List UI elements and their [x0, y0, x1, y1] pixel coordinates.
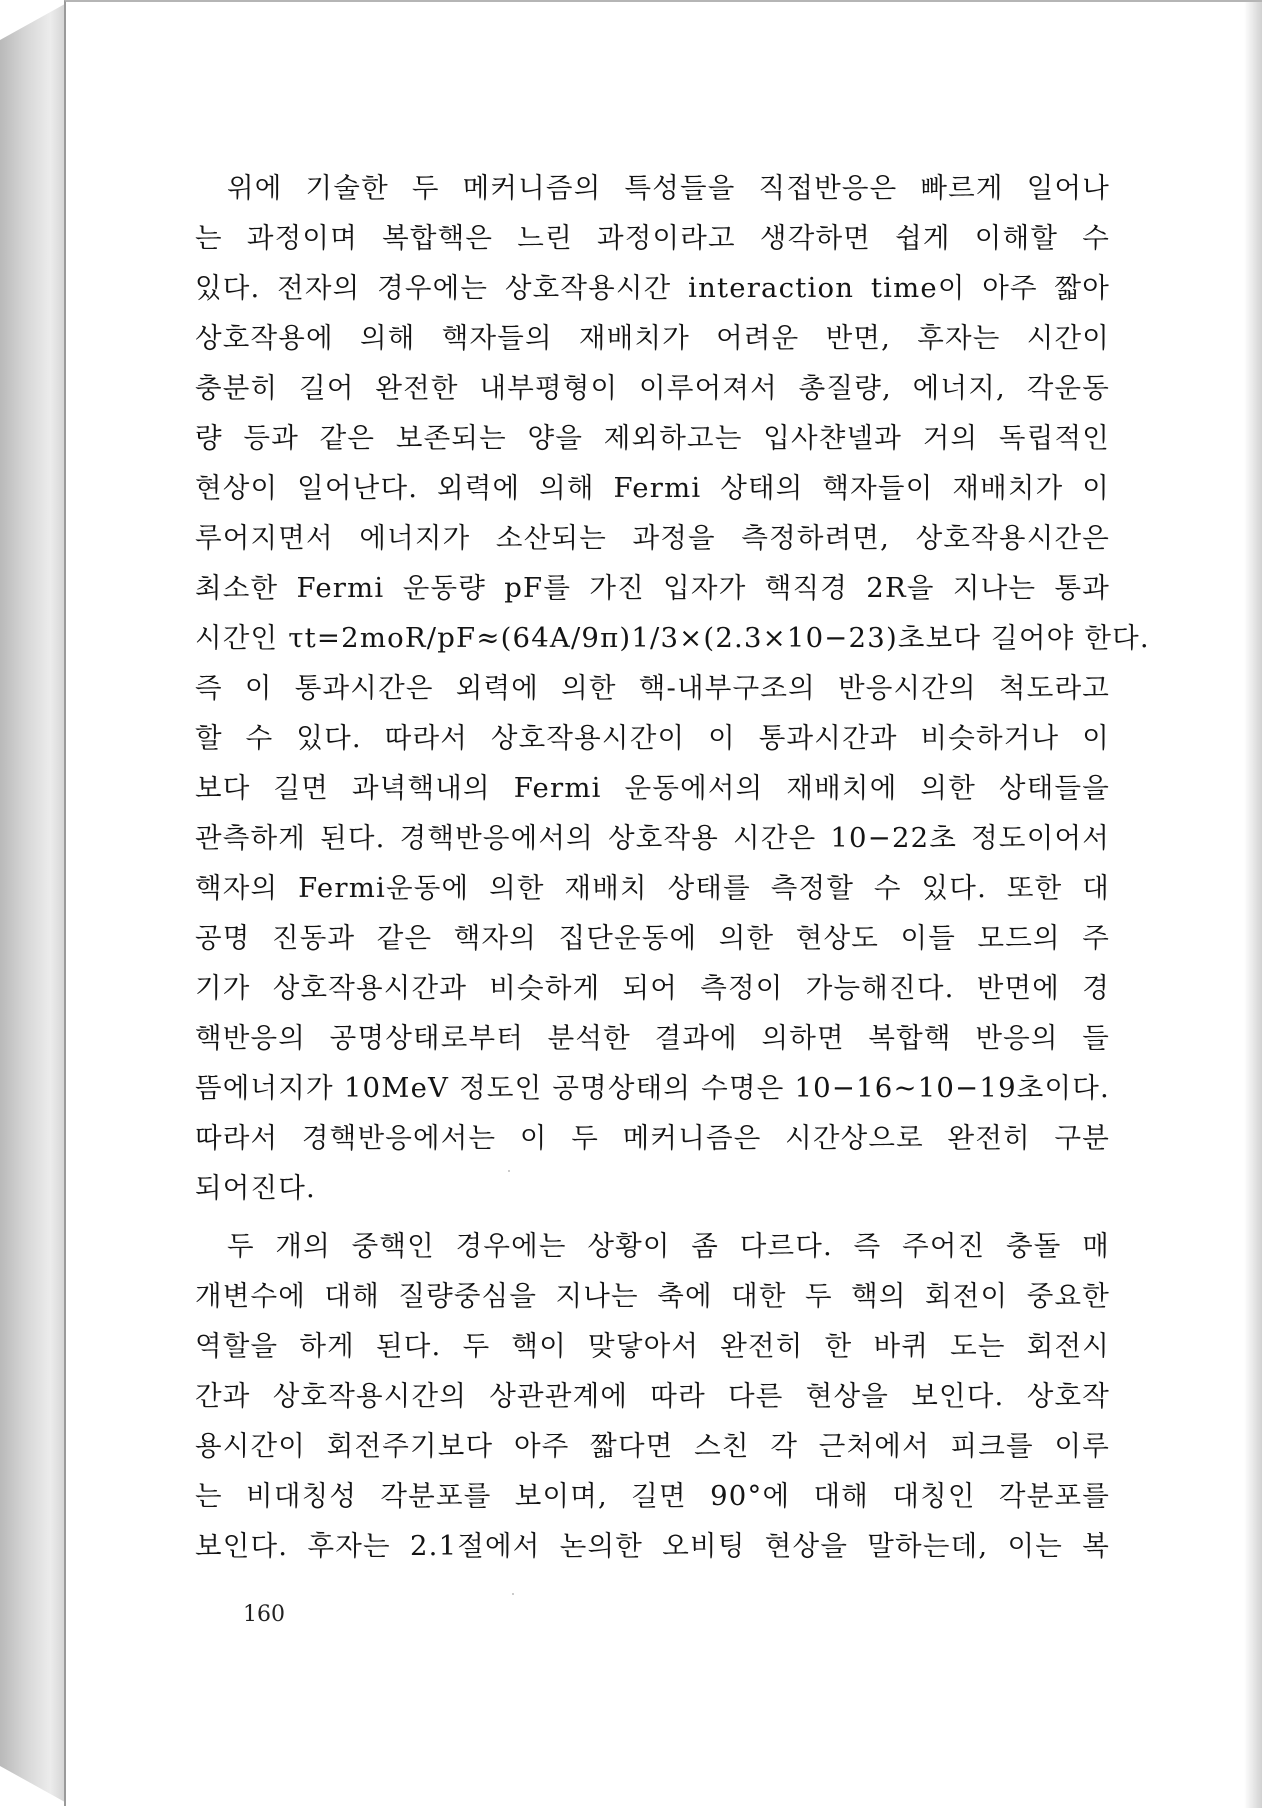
text-line: 위에 기술한 두 메커니즘의 특성들을 직접반응은 빠르게 일어나 — [227, 172, 1110, 204]
text-line: 핵반응의 공명상태로부터 분석한 결과에 의하면 복합핵 반응의 들 — [195, 1022, 1110, 1054]
text-line: 량 등과 같은 보존되는 양을 제외하고는 입사챤넬과 거의 독립적인 — [195, 422, 1110, 454]
text-line: 현상이 일어난다. 외력에 의해 Fermi 상태의 핵자들이 재배치가 이 — [195, 472, 1110, 504]
paragraph-2 — [195, 1221, 1110, 1571]
text-line: 있다. 전자의 경우에는 상호작용시간 interaction time이 아주 짧아 — [195, 272, 1110, 304]
text-line: 관측하게 된다. 경핵반응에서의 상호작용 시간은 10−22초 정도이어서 — [195, 822, 1110, 854]
text-line-formula: 시간인 τt=2moR/pF≈(64A/9π)1/3×(2.3×10−23)초보다 길어야 한다. — [195, 622, 1150, 654]
text-line: 뜸에너지가 10MeV 정도인 공명상태의 수명은 10−16~10−19초이다. — [195, 1072, 1110, 1104]
text-line: 최소한 Fermi 운동량 pF를 가진 입자가 핵직경 2R을 지나는 통과 — [195, 572, 1110, 604]
text-line: 따라서 경핵반응에서는 이 두 메커니즘은 시간상으로 완전히 구분 — [195, 1122, 1110, 1154]
text-line: 상호작용에 의해 핵자들의 재배치가 어려운 반면, 후자는 시간이 — [195, 322, 1110, 354]
page-right-shadow — [1244, 2, 1262, 1808]
text-line: 보인다. 후자는 2.1절에서 논의한 오비팅 현상을 말하는데, 이는 복 — [195, 1530, 1110, 1562]
text-line: 개변수에 대해 질량중심을 지나는 축에 대한 두 핵의 회전이 중요한 — [195, 1280, 1110, 1312]
text-line: 역할을 하게 된다. 두 핵이 맞닿아서 완전히 한 바퀴 도는 회전시 — [195, 1330, 1110, 1362]
body-text — [195, 163, 1150, 1571]
text-line: 간과 상호작용시간의 상관관계에 따라 다른 현상을 보인다. 상호작 — [195, 1380, 1110, 1412]
page-number: 160 — [243, 1602, 285, 1627]
text-line: 기가 상호작용시간과 비슷하게 되어 측정이 가능해진다. 반면에 경 — [195, 972, 1110, 1004]
text-line: 는 과정이며 복합핵은 느린 과정이라고 생각하면 쉽게 이해할 수 — [195, 222, 1110, 254]
text-line: 두 개의 중핵인 경우에는 상황이 좀 다르다. 즉 주어진 충돌 매 — [227, 1230, 1110, 1262]
speck — [512, 1593, 514, 1595]
text-line: 핵자의 Fermi운동에 의한 재배치 상태를 측정할 수 있다. 또한 대 — [195, 872, 1110, 904]
text-line: 되어진다. — [195, 1172, 317, 1204]
text-line: 루어지면서 에너지가 소산되는 과정을 측정하려면, 상호작용시간은 — [195, 522, 1110, 554]
text-line: 공명 진동과 같은 핵자의 집단운동에 의한 현상도 이들 모드의 주 — [195, 922, 1110, 954]
text-line: 충분히 길어 완전한 내부평형이 이루어져서 총질량, 에너지, 각운동 — [195, 372, 1110, 404]
speck — [508, 1170, 510, 1172]
text-line: 는 비대칭성 각분포를 보이며, 길면 90°에 대해 대칭인 각분포를 — [195, 1480, 1110, 1512]
text-line: 할 수 있다. 따라서 상호작용시간이 이 통과시간과 비슷하거나 이 — [195, 722, 1110, 754]
text-line: 용시간이 회전주기보다 아주 짧다면 스친 각 근처에서 피크를 이루 — [195, 1430, 1110, 1462]
paragraph-1 — [195, 163, 1150, 1213]
book-page-stack-edge — [0, 0, 72, 1806]
text-line: 즉 이 통과시간은 외력에 의한 핵-내부구조의 반응시간의 척도라고 — [195, 672, 1110, 704]
text-line: 보다 길면 과녁핵내의 Fermi 운동에서의 재배치에 의한 상태들을 — [195, 772, 1110, 804]
